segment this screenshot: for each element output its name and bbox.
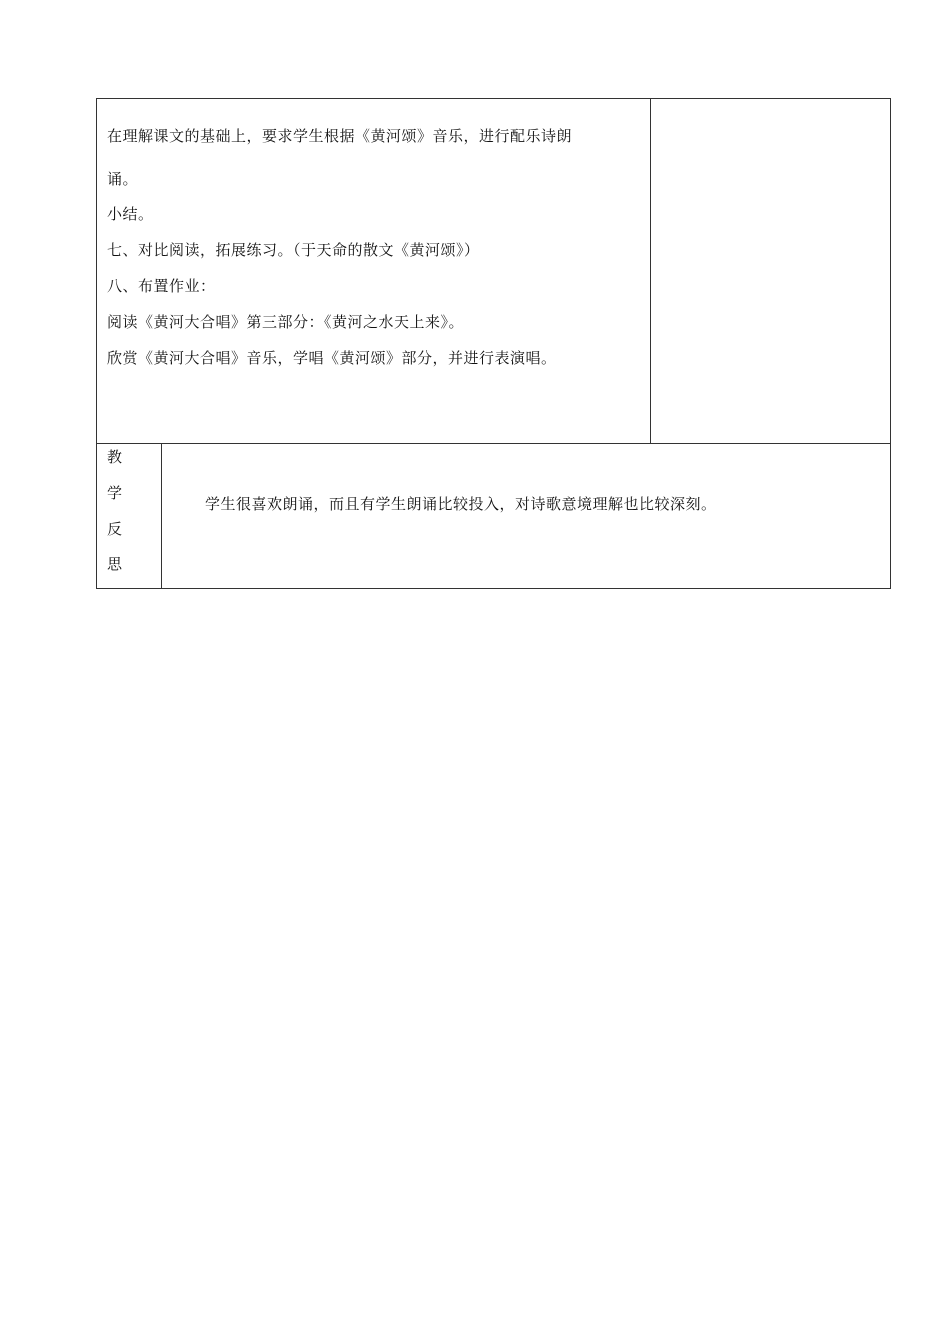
reflection-label-char-3: 反 — [107, 520, 123, 538]
reflection-label-char-4: 思 — [107, 555, 123, 573]
reflection-label-char-2: 学 — [107, 484, 123, 502]
step-line-2: 诵。 — [107, 170, 139, 188]
lesson-plan-table — [96, 98, 891, 589]
reflection-label-cell — [97, 444, 162, 588]
step-line-4: 七、对比阅读，拓展练习。（于天命的散文《黄河颂》） — [107, 241, 480, 259]
step-line-7: 欣赏《黄河大合唱》音乐，学唱《黄河颂》部分，并进行表演唱。 — [107, 349, 557, 367]
reflection-label-char-1: 教 — [107, 448, 123, 466]
step-line-5: 八、布置作业： — [107, 277, 216, 295]
step-line-1: 在理解课文的基础上，要求学生根据《黄河颂》音乐，进行配乐诗朗 — [107, 127, 573, 145]
reflection-content-cell — [162, 444, 890, 588]
step-line-6: 阅读《黄河大合唱》第三部分：《黄河之水天上来》。 — [107, 313, 465, 331]
notes-cell — [651, 99, 890, 443]
lesson-steps-cell — [97, 99, 651, 443]
reflection-text: 学生很喜欢朗诵，而且有学生朗诵比较投入，对诗歌意境理解也比较深刻。 — [205, 495, 717, 513]
step-line-3: 小结。 — [107, 205, 154, 223]
